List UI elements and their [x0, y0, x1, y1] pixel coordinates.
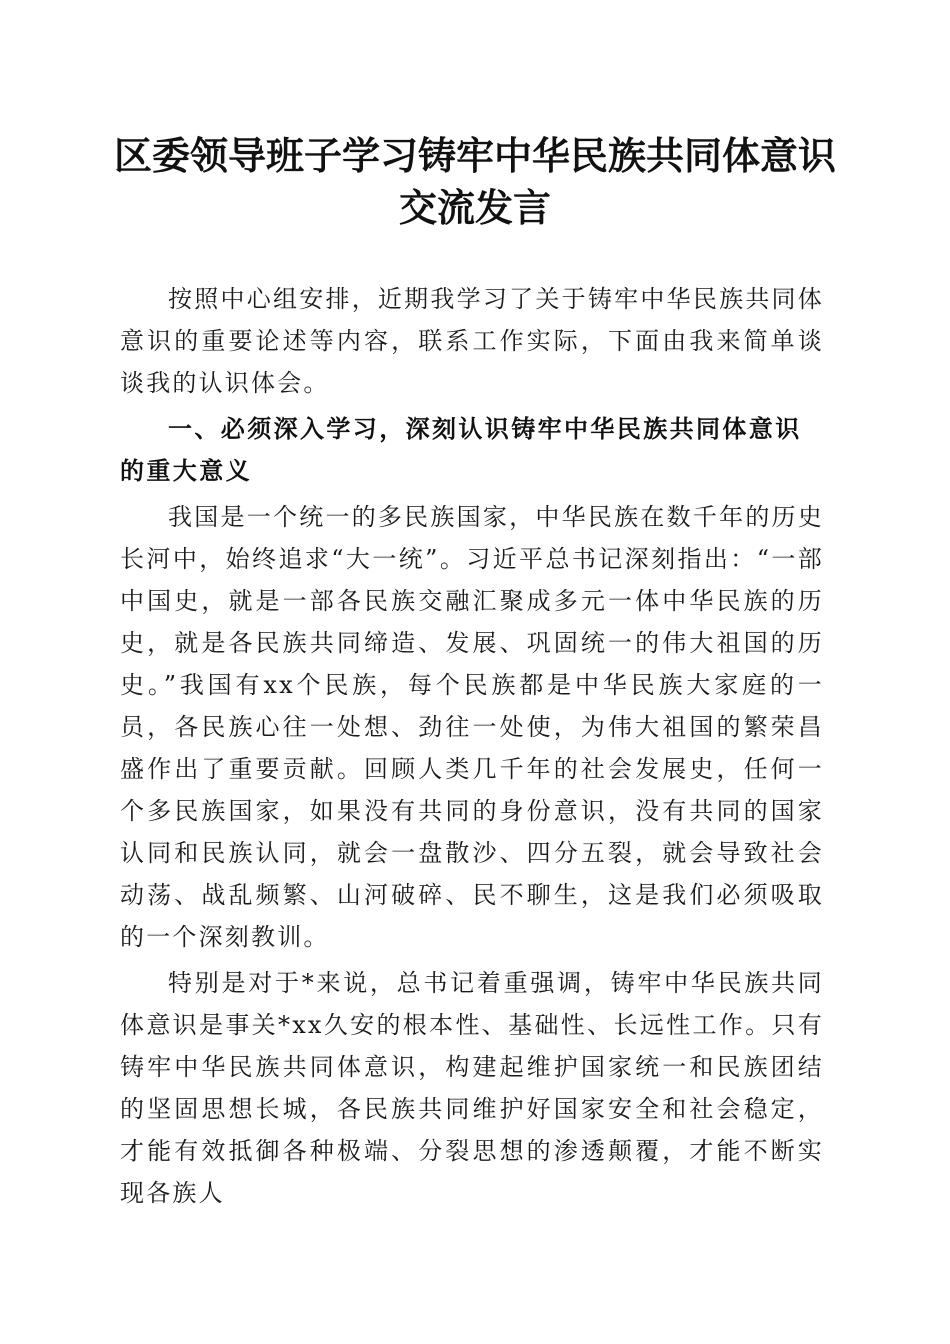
- paragraph-significance: 特别是对于*来说，总书记着重强调，铸牢中华民族共同体意识是事关*xx久安的根本性、基础性、长远性工作。只有铸牢中华民族共同体意识，构建起维护国家统一和民族团结的坚固思想长城，各民族共同维护好国家安全和社会稳定，才能有效抵御各种极端、分裂思想的渗透颠覆，才能不断实现各族人: [120, 969, 824, 1207]
- document-body: [120, 278, 824, 1218]
- paragraph-history: 我国是一个统一的多民族国家，中华民族在数千年的历史长河中，始终追求“大一统”。习近平总书记深刻指出：“一部中国史，就是一部各民族交融汇聚成多元一体中华民族的历史，就是各民族共同缔造、发展、巩固统一的伟大祖国的历史。”我国有xx个民族，每个民族都是中华民族大家庭的一员，各民族心往一处想、劲往一处使，为伟大祖国的繁荣昌盛作出了重要贡献。回顾人类几千年的社会发展史，任何一个多民族国家，如果没有共同的身份意识，没有共同的国家认同和民族认同，就会一盘散沙、四分五裂，就会导致社会动荡、战乱频繁、山河破碎、民不聊生，这是我们必须吸取的一个深刻教训。: [120, 503, 824, 951]
- document-title: 区委领导班子学习铸牢中华民族共同体意识交流发言: [113, 133, 836, 230]
- paragraph-intro: 按照中心组安排，近期我学习了关于铸牢中华民族共同体意识的重要论述等内容，联系工作实际，下面由我来简单谈谈我的认识体会。: [120, 285, 824, 397]
- section-heading-1: 一、必须深入学习，深刻认识铸牢中华民族共同体意识的重大意义: [120, 415, 802, 485]
